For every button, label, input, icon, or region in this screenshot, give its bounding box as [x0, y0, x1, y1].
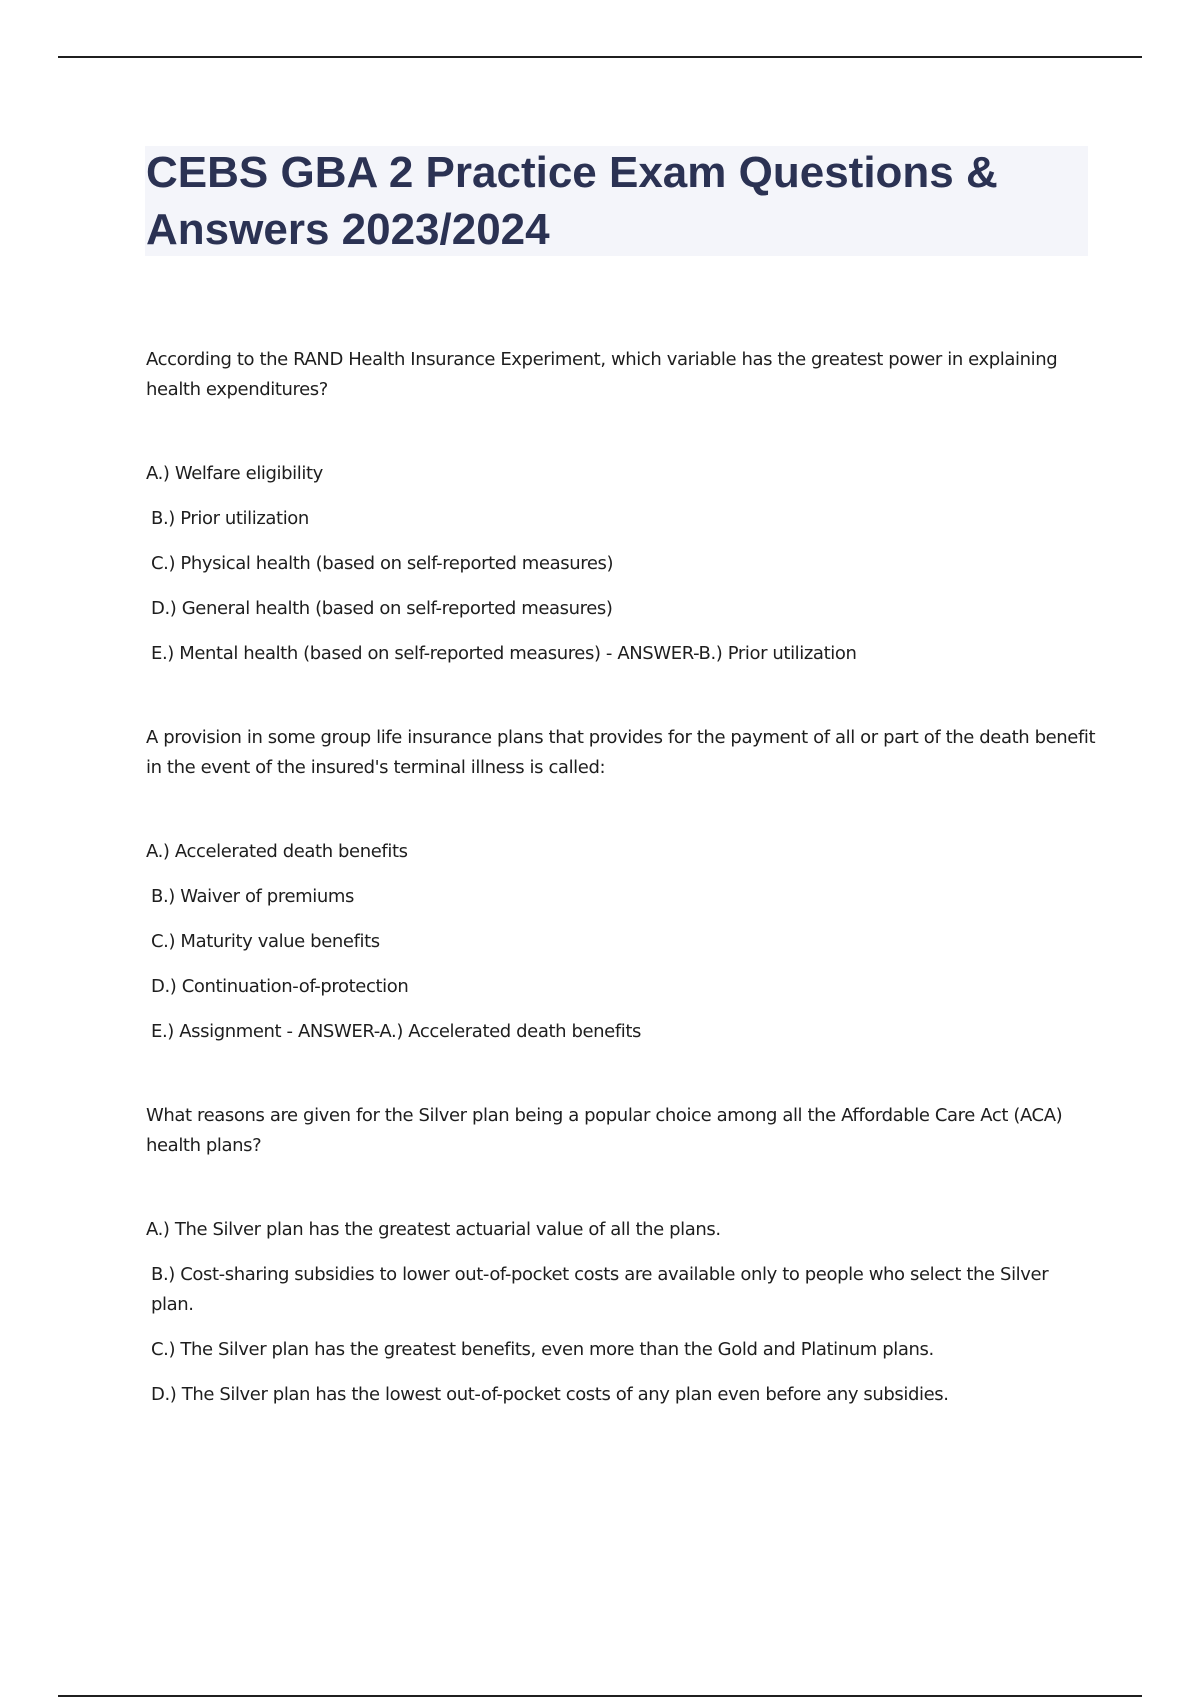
option-item: A.) Welfare eligibility	[146, 463, 323, 484]
questions-section	[146, 345, 1096, 1464]
question-text: A provision in some group life insurance plans that provides for the payment of all or part of the death benefit in the event of the insured's terminal illness is called:	[146, 727, 1096, 778]
question-text: What reasons are given for the Silver plan being a popular choice among all the Affordable Care Act (ACA) health plans?	[146, 1105, 1063, 1156]
option-item: B.) Prior utilization	[151, 508, 309, 529]
option-item: C.) The Silver plan has the greatest benefits, even more than the Gold and Platinum plans.	[151, 1339, 934, 1360]
top-divider	[58, 56, 1142, 58]
option-item: C.) Maturity value benefits	[151, 931, 380, 952]
bottom-divider	[58, 1695, 1142, 1697]
question-block-3	[146, 1101, 1096, 1410]
option-item: B.) Waiver of premiums	[151, 886, 354, 907]
option-item: D.) The Silver plan has the lowest out-of-pocket costs of any plan even before any subsidies.	[151, 1384, 949, 1405]
option-item: A.) Accelerated death benefits	[146, 841, 408, 862]
option-item: D.) Continuation-of-protection	[151, 976, 409, 997]
document-title: CEBS GBA 2 Practice Exam Questions & Answers 2023/2024	[146, 148, 998, 254]
question-text: According to the RAND Health Insurance Experiment, which variable has the greatest power in explaining health expenditures?	[146, 349, 1058, 400]
question-block-2	[146, 723, 1096, 1047]
option-item-with-answer: E.) Assignment - ANSWER-A.) Accelerated death benefits	[151, 1021, 641, 1042]
question-block-1	[146, 345, 1096, 669]
option-item: B.) Cost-sharing subsidies to lower out-of-pocket costs are available only to people who select the Silver plan.	[151, 1264, 1049, 1315]
option-item: C.) Physical health (based on self-reported measures)	[151, 553, 614, 574]
option-item-with-answer: E.) Mental health (based on self-reported measures) - ANSWER-B.) Prior utilization	[151, 643, 857, 664]
option-item: D.) General health (based on self-reported measures)	[151, 598, 613, 619]
option-item: A.) The Silver plan has the greatest actuarial value of all the plans.	[146, 1219, 721, 1240]
